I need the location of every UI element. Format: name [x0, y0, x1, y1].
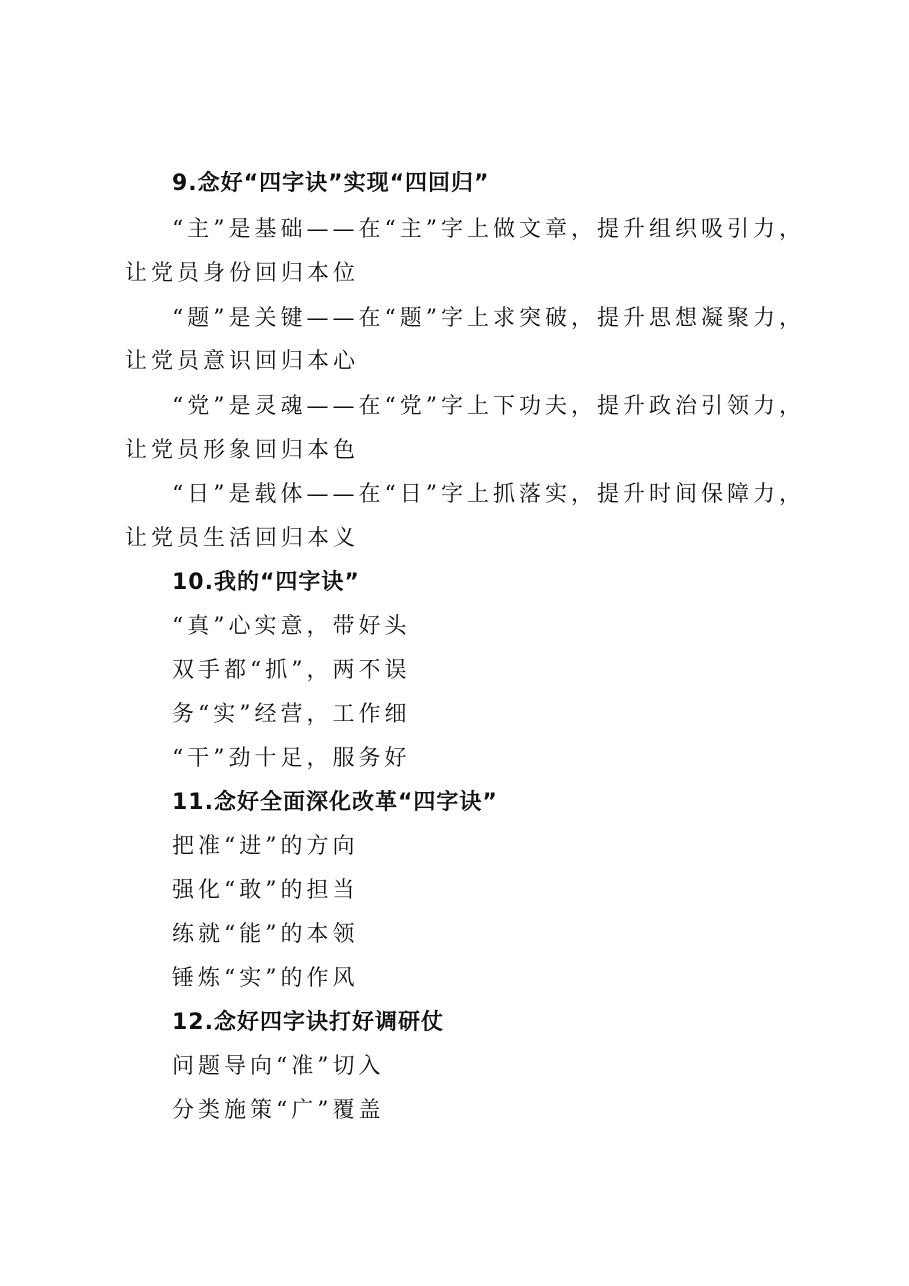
section-10-item-4: “干”劲十足，服务好: [172, 746, 411, 771]
section-12-item-2: 分类施策“广”覆盖: [172, 1098, 385, 1123]
section-11-item-3: 练就“能”的本领: [172, 922, 359, 947]
section-9-paragraph-2-line-1: “题”是关键——在“题”字上求突破，提升思想凝聚力，: [172, 306, 805, 331]
section-9-heading: 9.念好“四字诀”实现“四回归”: [172, 171, 490, 196]
section-11-item-1: 把准“进”的方向: [172, 834, 359, 859]
section-9-paragraph-2-line-2: 让党员意识回归本心: [125, 349, 360, 374]
section-12-heading: 12.念好四字诀打好调研仗: [172, 1010, 444, 1035]
section-10-item-1: “真”心实意，带好头: [172, 614, 411, 639]
section-10-item-2: 双手都“抓”，两不误: [172, 658, 411, 683]
section-9-paragraph-1-line-1: “主”是基础——在“主”字上做文章，提升组织吸引力，: [172, 217, 805, 242]
section-10-item-3: 务“实”经营，工作细: [172, 702, 411, 727]
section-9-paragraph-4-line-2: 让党员生活回归本义: [125, 526, 360, 551]
section-9-paragraph-3-line-2: 让党员形象回归本色: [125, 438, 360, 463]
section-12-item-1: 问题导向“准”切入: [172, 1054, 385, 1079]
section-11-heading: 11.念好全面深化改革“四字诀”: [172, 790, 498, 815]
section-9-paragraph-1-line-2: 让党员身份回归本位: [125, 261, 360, 286]
section-9-paragraph-3-line-1: “党”是灵魂——在“党”字上下功夫，提升政治引领力，: [172, 394, 805, 419]
section-9-paragraph-4-line-1: “日”是载体——在“日”字上抓落实，提升时间保障力，: [172, 482, 805, 507]
section-10-heading: 10.我的“四字诀”: [172, 570, 360, 595]
section-11-item-2: 强化“敢”的担当: [172, 878, 359, 903]
section-11-item-4: 锤炼“实”的作风: [172, 966, 359, 991]
